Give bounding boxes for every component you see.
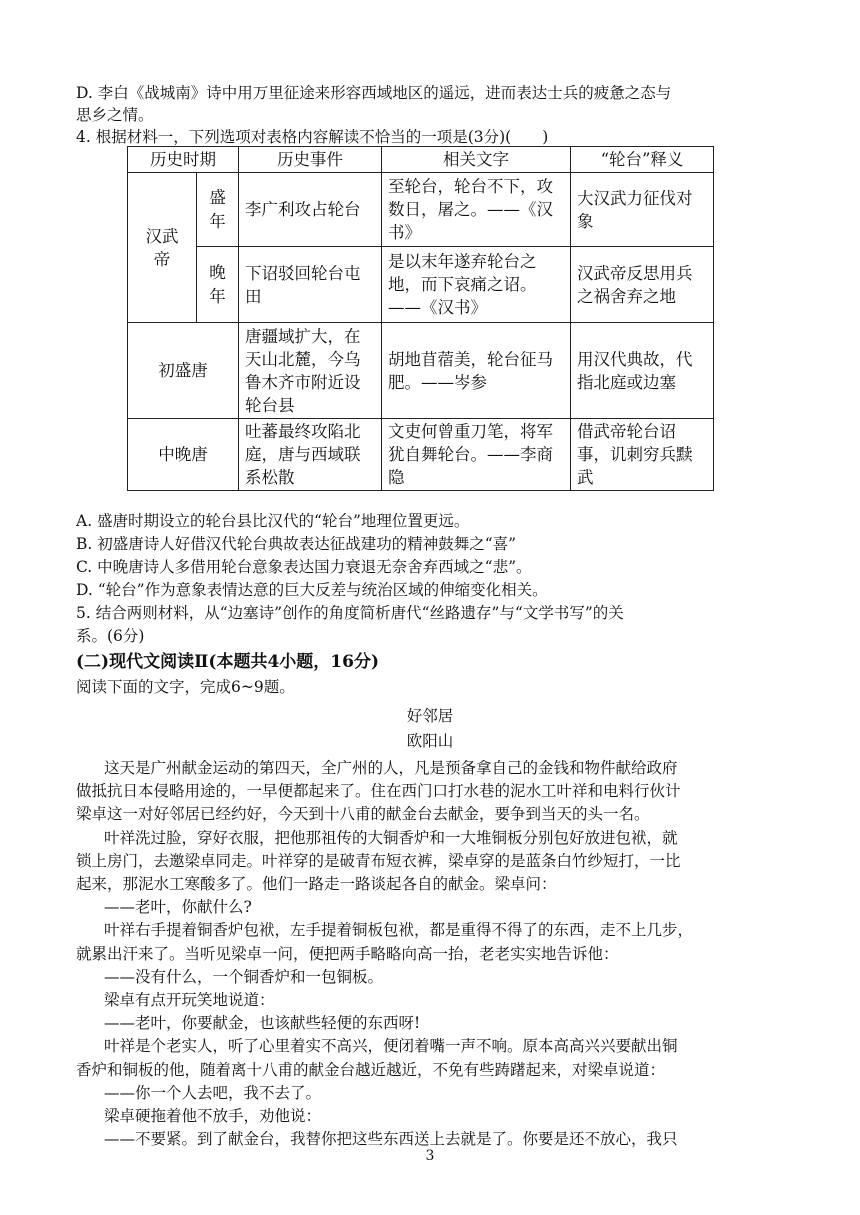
header-meaning: “轮台”释义: [571, 147, 714, 173]
table-header-row: [128, 147, 714, 173]
section-title: (二)现代文阅读Ⅱ(本题共4小题，16分): [76, 652, 379, 672]
cell-han-wudi: 汉武帝: [128, 173, 197, 323]
reading-instruction: 阅读下面的文字，完成6~9题。: [76, 678, 295, 696]
table-row: [128, 173, 714, 247]
cell-text: 至轮台，轮台不下，攻数日，屠之。——《汉书》: [382, 173, 571, 247]
cell-event: 下诏驳回轮台屯田: [239, 247, 382, 323]
story-line: 梁卓有点开玩笑地说道：: [104, 991, 275, 1009]
history-table: [127, 146, 714, 491]
story-line: 起来，那泥水工寒酸多了。他们一路走一路谈起各自的献金。梁卓问：: [76, 875, 557, 893]
story-line: 香炉和铜板的他，随着离十八甫的献金台越近越近，不免有些踌躇起来，对梁卓说道：: [76, 1061, 666, 1079]
cell-text: 文吏何曾重刀笔，将军犹自舞轮台。——李商隐: [382, 419, 571, 491]
story-line: ——老叶，你献什么?: [104, 898, 252, 916]
story-line: 就累出汗来了。当听见梁卓一问，便把两手略略向高一抬，老老实实地告诉他：: [76, 945, 619, 963]
cell-text: 是以末年遂弃轮台之地，而下哀痛之诏。——《汉书》: [382, 247, 571, 323]
story-author: 欧阳山: [406, 732, 454, 750]
story-line: 做抵抗日本侵略用途的，一早便都起来了。住在西门口打水巷的泥水工叶祥和电料行伙计: [76, 782, 681, 800]
table-row: [128, 247, 714, 323]
cell-sheng-nian: 盛年: [197, 173, 239, 247]
story-line: ——老叶，你要献金，也该献些轻便的东西呀!: [104, 1014, 421, 1032]
table-row: [128, 419, 714, 491]
header-event: 历史事件: [239, 147, 382, 173]
option-d-line2: 思乡之情。: [76, 106, 154, 124]
cell-meaning: 用汉代典故，代指北庭或边塞: [571, 323, 714, 419]
table-row: [128, 323, 714, 419]
cell-wan-nian: 晚年: [197, 247, 239, 323]
page-number: 3: [425, 1148, 435, 1164]
story-line: 这天是广州献金运动的第四天，全广州的人，凡是预备拿自己的金钱和物件献给政府: [104, 759, 678, 777]
cell-meaning: 汉武帝反思用兵之祸舍弃之地: [571, 247, 714, 323]
header-text: 相关文字: [382, 147, 571, 173]
cell-event: 李广利攻占轮台: [239, 173, 382, 247]
story-line: 锁上房门，去邀梁卓同走。叶祥穿的是破青布短衣裤，梁卓穿的是蓝条白竹纱短打，一比: [76, 852, 681, 870]
cell-event: 吐蕃最终攻陷北庭，唐与西域联系松散: [239, 419, 382, 491]
story-line: ——你一个人去吧，我不去了。: [104, 1084, 322, 1102]
option-c: C. 中晚唐诗人多借用轮台意象表达国力衰退无奈舍弃西域之“悲”。: [76, 558, 532, 576]
story-line: 梁卓硬拖着他不放手，劝他说：: [104, 1107, 322, 1125]
cell-meaning: 大汉武力征伐对象: [571, 173, 714, 247]
story-title: 好邻居: [406, 707, 454, 725]
option-a: A. 盛唐时期设立的轮台县比汉代的“轮台”地理位置更远。: [76, 512, 470, 530]
option-b: B. 初盛唐诗人好借汉代轮台典故表达征战建功的精神鼓舞之“喜”: [76, 535, 517, 553]
story-line: 叶祥洗过脸，穿好衣服，把他那祖传的大铜香炉和一大堆铜板分别包好放进包袱，就: [104, 829, 678, 847]
cell-event: 唐疆域扩大，在天山北麓，今乌鲁木齐市附近设轮台县: [239, 323, 382, 419]
cell-period: 初盛唐: [128, 323, 239, 419]
question-4: 4. 根据材料一，下列选项对表格内容解读不恰当的一项是(3分)( ): [76, 128, 549, 146]
cell-period: 中晚唐: [128, 419, 239, 491]
question-5-line2: 系。(6分): [76, 627, 145, 645]
story-line: 叶祥右手提着铜香炉包袱，左手提着铜板包袱，都是重得不得了的东西，走不上几步，: [104, 921, 694, 939]
option-d: D. “轮台”作为意象表情达意的巨大反差与统治区域的伸缩变化相关。: [76, 581, 548, 599]
story-line: 梁卓这一对好邻居已经约好，今天到十八甫的献金台去献金，要争到当天的头一名。: [76, 805, 650, 823]
story-line: 叶祥是个老实人，听了心里着实不高兴，便闭着嘴一声不响。原本高高兴兴要献出铜: [104, 1037, 678, 1055]
header-period: 历史时期: [128, 147, 239, 173]
story-line: ——不要紧。到了献金台，我替你把这些东西送上去就是了。你要是还不放心，我只: [104, 1130, 678, 1148]
option-d-line1: D. 李白《战城南》诗中用万里征途来形容西域地区的遥远，进而表达士兵的疲惫之态与: [76, 84, 672, 102]
cell-text: 胡地苜蓿美，轮台征马肥。——岑参: [382, 323, 571, 419]
story-line: ——没有什么，一个铜香炉和一包铜板。: [104, 968, 384, 986]
question-5-line1: 5. 结合两则材料，从“边塞诗”创作的角度简析唐代“丝路遗存”与“文学书写”的关: [76, 604, 624, 622]
cell-meaning: 借武帝轮台诏事，讥刺穷兵黩武: [571, 419, 714, 491]
